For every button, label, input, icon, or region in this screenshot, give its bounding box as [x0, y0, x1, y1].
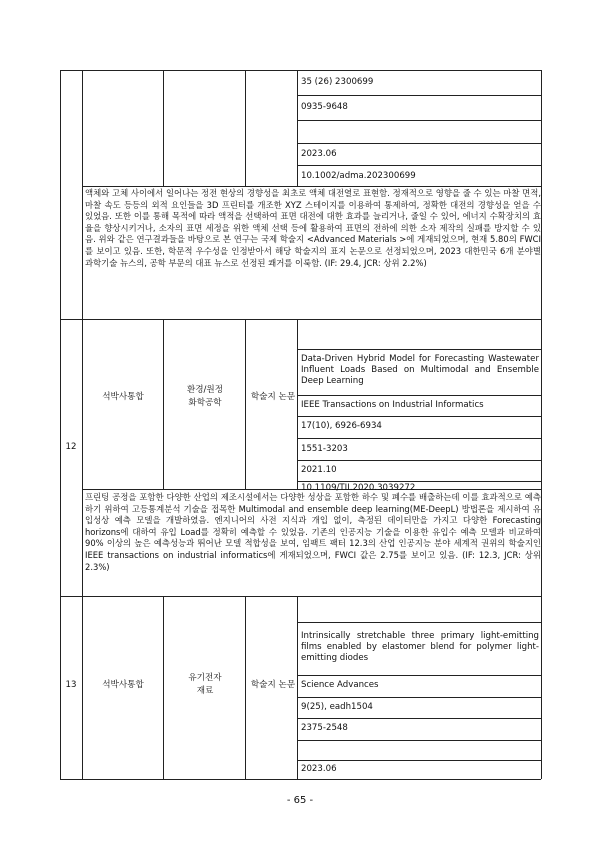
row12-dept-line1: 환경/원정 — [186, 385, 224, 395]
row12-dept-line2: 화학공학 — [188, 398, 222, 408]
row13-number: 13 — [65, 680, 77, 690]
row13-field-line — [297, 622, 541, 623]
row12-doi: 10.1109/TII.2020.3039272 — [301, 483, 416, 493]
row13-dept-line2: 재료 — [196, 686, 214, 696]
row12-issn: 1551-3203 — [301, 444, 348, 454]
row12-field-line — [297, 481, 541, 482]
row13-program: 석박사통합 — [102, 680, 144, 690]
row13-field-line — [297, 760, 541, 761]
table-left-border — [60, 70, 61, 779]
row13-field-line — [297, 740, 541, 741]
dept-col-divider — [245, 70, 246, 186]
row11-desc-top-line — [82, 186, 541, 187]
row11-field-line — [297, 95, 541, 96]
row12-field-line — [297, 460, 541, 461]
row13-top-line — [60, 596, 541, 597]
type-col-divider — [297, 319, 298, 489]
row13-field-line — [297, 697, 541, 698]
row11-field-4: 10.1002/adma.202300699 — [301, 171, 416, 181]
row13-title: Intrinsically stretchable three primary light-emitting films enabled by elastomer blend for polymer light-emitting diodes — [301, 631, 539, 663]
row13-issn: 2375-2548 — [301, 723, 348, 733]
row12-number: 12 — [65, 442, 77, 452]
row13-date: 2023.06 — [301, 764, 337, 774]
row13-dept-line1: 유기전자 — [188, 673, 222, 683]
number-col-divider — [82, 70, 83, 779]
row12-volume: 17(10), 6926-6934 — [301, 421, 382, 431]
row13-journal: Science Advances — [301, 680, 379, 690]
row11-field-1: 0935-9648 — [301, 102, 348, 112]
table-right-border — [541, 70, 542, 779]
row12-journal: IEEE Transactions on Industrial Informatics — [301, 400, 484, 410]
table-top-border — [60, 70, 541, 71]
program-col-divider — [163, 70, 164, 186]
type-col-divider — [297, 70, 298, 186]
row11-field-line — [297, 143, 541, 144]
row12-program: 석박사통합 — [102, 392, 144, 402]
row12-field-line — [297, 349, 541, 350]
row11-field-line — [297, 120, 541, 121]
row12-type: 학술지 논문 — [250, 392, 296, 402]
row11-field-0: 35 (26) 2300699 — [301, 77, 374, 87]
row12-field-line — [297, 395, 541, 396]
row13-volume: 9(25), eadh1504 — [301, 702, 373, 712]
row13-field-line — [297, 718, 541, 719]
row12-top-line — [60, 319, 541, 320]
program-col-divider — [163, 319, 164, 489]
row11-field-line — [297, 165, 541, 166]
row13-field-line — [297, 675, 541, 676]
row11-field-3: 2023.06 — [301, 149, 337, 159]
row12-description: 프린팅 공정을 포함한 다양한 산업의 제조시설에서는 다양한 성상을 포함한 하수 및 폐수를 배출하는데 이를 효과적으로 예측하기 위하여 고등통계분석 기술을 접목한 Multimodal and ensemble deep learning(ME-DeepL) 방법론을 제시하여 유입성상 예측 모델을 개발하였음. 엔지니어의 사전 지식과 개입 없이, 측정된 데이터만을 가지고 다양한 Forecasting horizons에 대하여 유입 Load를 정확히 예측할 수 있었음. 기존의 인공지능 기술을 이용한 유입수 예측 모델과 비교하여 90% 이상의 높은 예측성능과 뛰어난 모델 적합성을 보여, 임팩트 팩터 12.3의 산업 인공지능 분야 세계적 권위의 학술지인 IEEE transactions on industrial informatics에 게재되었으며, FWCI 값은 2.75를 보이고 있음. (IF: 12.3, JCR: 상위 2.3%) — [85, 492, 541, 572]
table-bottom-border — [60, 779, 541, 780]
dept-col-divider — [245, 319, 246, 489]
row11-description: 액체와 고체 사이에서 일어나는 정전 현상의 경향성을 최초로 액체 대전열로 표현함. 정재적으로 영향을 줄 수 있는 마찰 면적, 마찰 속도 등등의 외적 요인들을 3D 프린터를 개조한 XYZ 스테이지를 이용하여 통제하여, 정확한 대전의 경향성을 얻을 수 있었음. 또한 이를 통해 목적에 따라 액적을 선택하여 표면 대전에 대한 효과를 늘리거나, 줄일 수 있어, 에너지 수확장치의 효율을 향상시키거나, 소자의 표면 세정을 위한 액체 선택 등에 활용하여 표면의 전하에 의한 소자 제작의 실패를 방지할 수 있음. 위와 같은 연구결과들을 바탕으로 본 연구는 국제 학술지 <Advanced Materials >에 게재되었으며, 현재 5.80의 FWCI를 보이고 있음. 또한, 학문적 우수성을 인정받아서 해당 학술지의 표지 논문으로 선정되었으며, 2023 대한민국 6개 분야별 과학기술 뉴스의, 공학 부문의 대표 뉴스로 선정된 쾌거를 이룩함. (IF: 29.4, JCR: 상위 2.2%) — [85, 188, 541, 268]
row12-date: 2021.10 — [301, 465, 337, 475]
row12-field-line — [297, 438, 541, 439]
program-col-divider — [163, 596, 164, 779]
row12-title: Data-Driven Hybrid Model for Forecasting Wastewater Influent Loads Based on Multimodal and Ensemble Deep Learning — [301, 354, 539, 386]
page-number: - 65 - — [286, 795, 314, 806]
row13-type: 학술지 논문 — [250, 680, 296, 690]
row12-field-line — [297, 416, 541, 417]
